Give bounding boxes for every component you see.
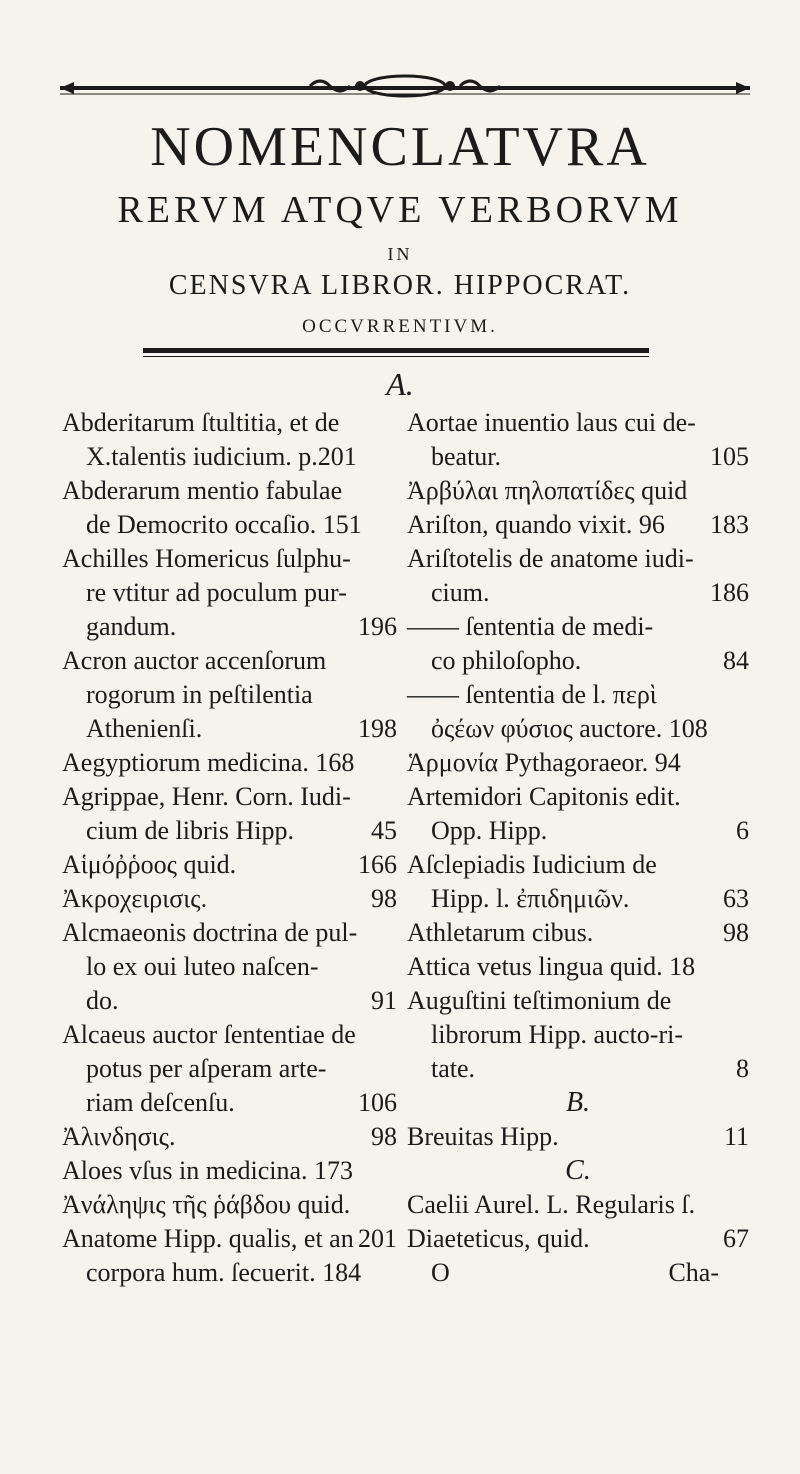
entry-text: X.talentis iudicium. p.201 (86, 442, 357, 471)
title-rule-thin (143, 356, 649, 357)
entry-line (62, 508, 397, 542)
section-letter-c: C. (565, 1155, 591, 1186)
entry-line (62, 1018, 397, 1052)
page-ref: 186 (710, 578, 749, 607)
entry-line (62, 644, 397, 678)
entry-text: Athletarum cibus. (407, 918, 594, 947)
entry-line (62, 1052, 397, 1086)
page-ref: 63 (723, 884, 749, 913)
entry-text: Artemidori Capitonis edit. (407, 782, 681, 811)
index-entry (407, 610, 749, 678)
entry-line (407, 406, 749, 440)
entry-line (407, 916, 749, 950)
entry-text: Ἁρμονία Pythagoraeor. 94 (407, 748, 681, 777)
entry-text: Attica vetus lingua quid. 18 (407, 952, 696, 981)
entry-text: Caelii Aurel. L. Regularis ſ. (407, 1190, 696, 1219)
signature-mark: O (431, 1258, 450, 1287)
entry-text: —— ſententia de medi- (407, 612, 654, 641)
entry-text: cium de libris Hipp. (86, 816, 294, 845)
entry-text: Breuitas Hipp. (407, 1122, 559, 1151)
entry-line (407, 508, 749, 542)
entry-text: co philoſopho. (431, 646, 582, 675)
entry-line (407, 712, 749, 746)
entry-line (407, 882, 749, 916)
entry-text: riam deſcenſu. (86, 1088, 235, 1117)
entry-text: ὀςέων φύσιος auctore. 108 (431, 714, 708, 743)
entry-text: do. (86, 986, 119, 1015)
right-column (407, 406, 749, 1290)
left-column (62, 406, 397, 1290)
entry-line (62, 474, 397, 508)
index-entry (62, 1222, 397, 1290)
entry-text: Alcmaeonis doctrina de pul- (62, 918, 358, 947)
entry-line (62, 1256, 397, 1290)
entry-line (62, 1154, 397, 1188)
entry-line (62, 984, 397, 1018)
entry-line (62, 916, 397, 950)
entry-text: Abderitarum ſtultitia, et de (62, 408, 340, 437)
page-ref: 91 (371, 986, 397, 1015)
index-entry (407, 1188, 749, 1222)
entry-text: Αἱμόῤῥοος quid. (62, 850, 237, 879)
entry-text: Anatome Hipp. qualis, et an (62, 1224, 354, 1253)
page-ref: 98 (371, 884, 397, 913)
entry-text: Ἀλινδησις. (62, 1122, 176, 1151)
index-entry (407, 508, 749, 542)
page-title: NOMENCLATVRA (150, 116, 650, 178)
index-entry (407, 678, 749, 746)
entry-line (62, 610, 397, 644)
entry-line (407, 746, 749, 780)
header-ornament (60, 68, 750, 108)
index-entry (407, 542, 749, 610)
entry-text: Aortae inuentio laus cui de- (407, 408, 696, 437)
title-line4: OCCVRRENTIVM. (302, 316, 498, 337)
index-entry (407, 950, 749, 984)
page-ref: 98 (371, 1122, 397, 1151)
entry-text: de Democrito occaſio. 151 (86, 510, 362, 539)
title-in: IN (387, 244, 413, 264)
entry-line (407, 678, 749, 712)
entry-line (62, 780, 397, 814)
entry-text: Diaeteticus, quid. (407, 1224, 590, 1253)
page-ref: 11 (723, 1122, 749, 1151)
entry-line (62, 1120, 397, 1154)
entry-line (62, 746, 397, 780)
index-entry (407, 1120, 749, 1154)
entry-text: potus per aſperam arte- (86, 1054, 327, 1083)
index-entry (407, 406, 749, 474)
page-subtitle: RERVM ATQVE VERBORVM (117, 189, 683, 231)
page-ref: 8 (736, 1054, 749, 1083)
index-entry (62, 474, 397, 542)
entry-line (407, 848, 749, 882)
entry-text: Ἀκροχειρισις. (62, 884, 208, 913)
entry-text: re vtitur ad poculum pur- (86, 578, 347, 607)
entry-line (62, 712, 397, 746)
entry-text: lo ex oui luteo naſcen- (86, 952, 319, 981)
entry-line (407, 440, 749, 474)
entry-text: Opp. Hipp. (431, 816, 548, 845)
entry-line (407, 1222, 749, 1256)
entry-line (407, 984, 749, 1018)
entry-text: —— ſententia de l. περὶ (407, 680, 657, 709)
page-ref: 198 (358, 714, 397, 743)
index-entry (62, 1120, 397, 1154)
index-entry (62, 780, 397, 848)
index-entry (407, 916, 749, 950)
index-entry (62, 746, 397, 780)
section-letter-b: B. (565, 1087, 591, 1118)
page-ref: 84 (723, 646, 749, 675)
index-entry (62, 882, 397, 916)
index-entry (62, 406, 397, 474)
entry-line (62, 576, 397, 610)
entry-text: Ariſtotelis de anatome iudi- (407, 544, 694, 573)
entry-line (407, 780, 749, 814)
index-entry (62, 848, 397, 882)
page-ref: 201 (358, 1224, 397, 1253)
page-ref: 105 (710, 442, 749, 471)
entry-text: Achilles Homericus ſulphu- (62, 544, 351, 573)
entry-line (407, 1052, 749, 1086)
entry-line (407, 814, 749, 848)
entry-text: Abderarum mentio fabulae (62, 476, 343, 505)
entry-text: rogorum in peſtilentia (86, 680, 313, 709)
entry-text: tate. (431, 1054, 476, 1083)
catchword: Cha- (668, 1258, 719, 1287)
entry-text: Acron auctor accenſorum (62, 646, 327, 675)
entry-line (62, 882, 397, 916)
entry-line (407, 950, 749, 984)
page-ref: 98 (723, 918, 749, 947)
entry-line (407, 1018, 749, 1052)
entry-line (407, 576, 749, 610)
entry-line (62, 950, 397, 984)
title-line3: CENSVRA LIBROR. HIPPOCRAT. (168, 270, 632, 301)
entry-line (62, 542, 397, 576)
entry-text: Aloes vſus in medicina. 173 (62, 1156, 354, 1185)
entry-text: beatur. (431, 442, 502, 471)
entry-line (407, 1120, 749, 1154)
entry-line (62, 814, 397, 848)
index-entry (62, 916, 397, 1018)
entry-line (62, 1086, 397, 1120)
entry-line (62, 848, 397, 882)
entry-line (407, 474, 749, 508)
entry-text: Auguſtini teſtimonium de (407, 986, 672, 1015)
entry-text: cium. (431, 578, 490, 607)
section-letter-a: A. (386, 366, 414, 402)
page-ref: 6 (736, 816, 749, 845)
entry-text: Aegyptiorum medicina. 168 (62, 748, 355, 777)
entry-text: Aſclepiadis Iudicium de (407, 850, 657, 879)
entry-line (407, 1188, 749, 1222)
page-ref: 183 (710, 510, 749, 539)
title-rule-thick (143, 348, 649, 353)
entry-line (407, 610, 749, 644)
index-entry (62, 1154, 397, 1188)
entry-line (62, 678, 397, 712)
page-ref: 106 (358, 1088, 397, 1117)
index-entry (407, 746, 749, 780)
index-entry (62, 644, 397, 746)
entry-text: corpora hum. ſecuerit. 184 (86, 1258, 362, 1287)
index-entry (62, 1018, 397, 1120)
page-ref: 196 (358, 612, 397, 641)
entry-line (62, 440, 397, 474)
page-ref: 166 (358, 850, 397, 879)
entry-text: librorum Hipp. aucto-ri- (431, 1020, 683, 1049)
page-ref: 45 (371, 816, 397, 845)
entry-text: Alcaeus auctor ſententiae de (62, 1020, 356, 1049)
entry-line (407, 644, 749, 678)
index-entry (407, 780, 749, 848)
entry-text: Athenienſi. (86, 714, 203, 743)
index-entry (407, 848, 749, 916)
entry-text: Ariſton, quando vixit. 96 (407, 510, 665, 539)
entry-line (62, 1222, 397, 1256)
entry-line (62, 1188, 397, 1222)
catchword-line (407, 1256, 749, 1290)
entry-line (407, 542, 749, 576)
entry-text: Agrippae, Henr. Corn. Iudi- (62, 782, 351, 811)
entry-line (62, 406, 397, 440)
index-entry (62, 542, 397, 644)
entry-text: gandum. (86, 612, 177, 641)
index-entry (407, 984, 749, 1086)
index-entry (407, 1222, 749, 1256)
page-ref: 67 (723, 1224, 749, 1253)
entry-text: Hipp. l. ἐπιδημιῶν. (431, 884, 630, 913)
entry-text: Ἀνάληψις τῆς ῥάβδου quid. (62, 1190, 351, 1219)
entry-text: Ἀρβύλαι πηλοπατίδες quid (407, 476, 688, 505)
